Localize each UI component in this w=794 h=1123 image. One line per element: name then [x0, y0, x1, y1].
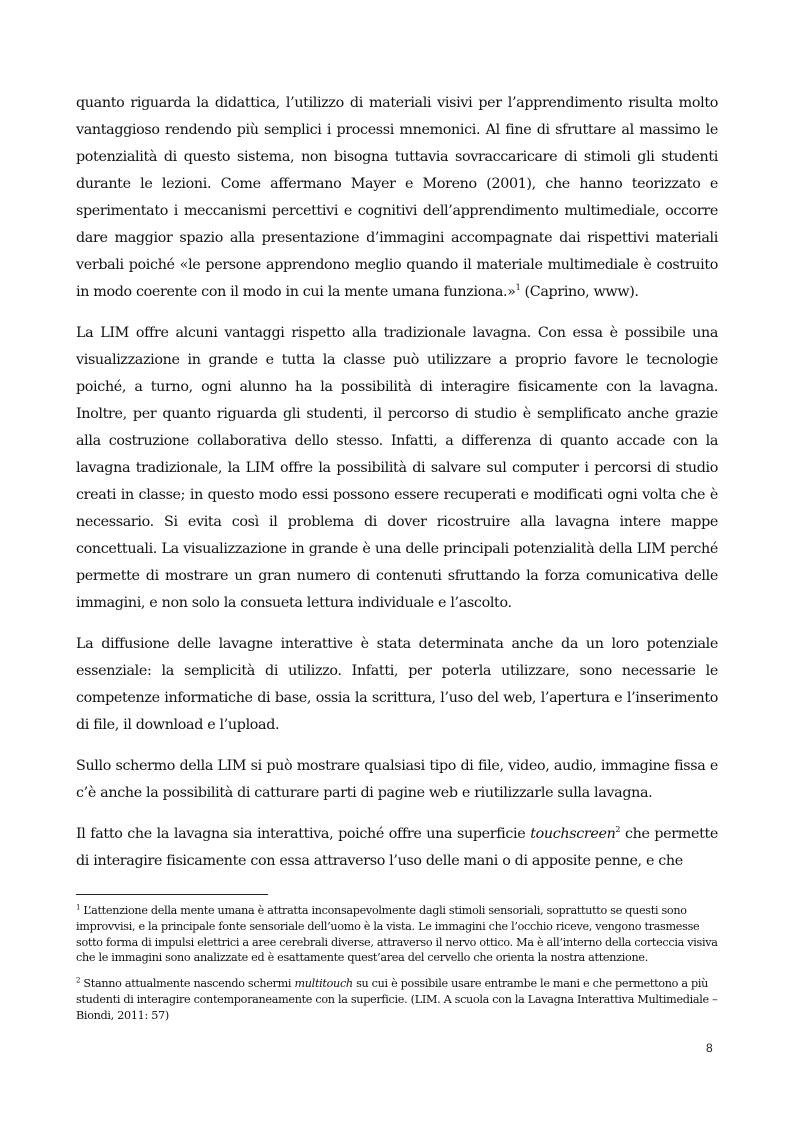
footnote-italic-term: multitouch — [294, 977, 353, 991]
italic-term: touchscreen — [530, 826, 616, 842]
paragraph-1: quanto riguarda la didattica, l’utilizzo di materiali visivi per l’apprendimento risulta molto vantaggioso rendendo più semplici i processi mnemonici. Al fine di sfruttare al massimo le potenzialità di questo sistema, non bisogna tuttavia sovraccaricare di stimoli gli studenti durante le lezioni. Come affermano Mayer e Moreno (2001), che hanno teorizzato e sperimentato i meccanismi percettivi e cognitivi dell’apprendimento multimediale, occorre dare maggior spazio alla presentazione d’immagini accompagnate dai rispettivi materiali verbali poiché «le persone apprendono meglio quando il materiale multimediale è costruito in modo coerente con il modo in cui la mente umana funziona.»$^1$ (Caprino, www). — [76, 95, 718, 300]
paragraph-2: La LIM offre alcuni vantaggi rispetto alla tradizionale lavagna. Con essa è possibile una visualizzazione in grande e tutta la classe può utilizzare a proprio favore le tecnologie poiché, a turno, ogni alunno ha la possibilità di interagire fisicamente con la lavagna. Inoltre, per quanto riguarda gli studenti, il percorso di studio è semplificato anche grazie alla costruzione collaborativa dello stesso. Infatti, a differenza di quanto accade con la lavagna tradizionale, la LIM offre la possibilità di salvare sul computer i percorsi di studio creati in classe; in questo modo essi possono essere recuperati e modificati ogni volta che è necessario. Si evita così il problema di dover ricostruire alla lavagna intere mappe concettuali. La visualizzazione in grande è una delle principali potenzialità della LIM perché permette di mostrare un gran numero di contenuti sfruttando la forza comunicativa delle immagini, e non solo la consueta lettura individuale e l’ascolto. — [76, 325, 718, 611]
footnote-marker-2: 2 — [76, 976, 81, 985]
footnote-ref-2[interactable]: 2 — [615, 825, 621, 835]
paragraph-4: Sullo schermo della LIM si può mostrare qualsiasi tipo di file, video, audio, immagine fissa e c’è anche la possibilità di catturare parti di pagine web e riutilizzarle sulla lavagna. — [76, 758, 718, 801]
footnote-2: $^2$ Stanno attualmente nascendo schermi multitouch su cui è possibile usare entrambe le mani e che permettono a più studenti di interagire contemporaneamente con la superficie. (LIM. A scuola con la Lavagna Interattiva Multimediale –Biondi, 2011: 57) — [76, 976, 718, 1022]
footnote-ref-1[interactable]: 1 — [515, 283, 521, 293]
page-number: 8 — [706, 1041, 713, 1055]
footnotes — [76, 903, 718, 1034]
paragraph-5: Il fatto che la lavagna sia interattiva, poiché offre una superficie touchscreen$^2$ che permette di interagire fisicamente con essa attraverso l’uso delle mani o di apposite penne, e che — [76, 825, 718, 869]
paragraph-3: La diffusione delle lavagne interattive è stata determinata anche da un loro potenziale essenziale: la semplicità di utilizzo. Infatti, per poterla utilizzare, sono necessarie le competenze informatiche di base, ossia la scrittura, l’uso del web, l’apertura e l’inserimento di file, il download e l’upload. — [76, 636, 718, 733]
page-body — [76, 90, 718, 889]
footnote-marker-1: 1 — [76, 903, 81, 912]
footnote-1: $^1$ L’attenzione della mente umana è attratta inconsapevolmente dagli stimoli sensoriali, soprattutto se questi sono improvvisi, e la principale fonte sensoriale dell’uomo è la vista. Le immagini che l’occhio riceve, vengono trasmesse sotto forma di impulsi elettrici a aree cerebrali diverse, attraverso il nervo ottico. Ma è all’interno della corteccia visiva che le immagini sono analizzate ed è esattamente quest’area del cervello che orienta la nostra attenzione. — [76, 903, 718, 965]
footnote-separator — [76, 894, 268, 895]
